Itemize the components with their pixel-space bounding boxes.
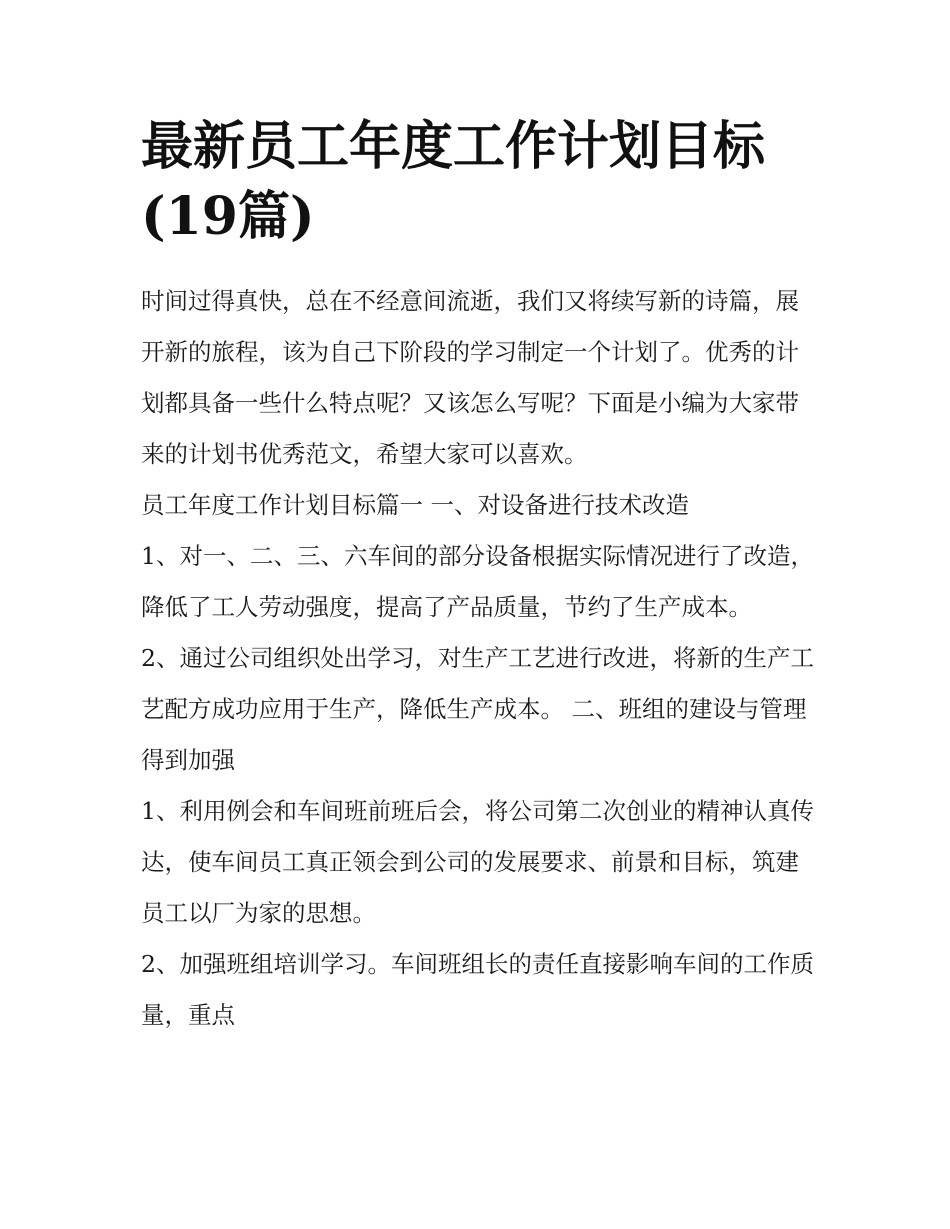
document-title: 最新员工年度工作计划目标(19篇): [141, 116, 766, 247]
paragraph-item-3: 1、利用例会和车间班前班后会，将公司第二次创业的精神认真传达，使车间员工真正领会到公司的发展要求、前景和目标，筑建员工以厂为家的思想。: [141, 797, 814, 927]
paragraph-intro: 时间过得真快，总在不经意间流逝，我们又将续写新的诗篇，展开新的旅程，该为自己下阶段的学习制定一个计划了。优秀的计划都具备一些什么特点呢？又该怎么写呢？下面是小编为大家带来的计划书优秀范文，希望大家可以喜欢。: [141, 287, 799, 468]
paragraph-item-1: 1、对一、二、三、六车间的部分设备根据实际情况进行了改造，降低了工人劳动强度，提高了产品质量，节约了生产成本。: [141, 542, 814, 621]
paragraph-item-2: 2、通过公司组织处出学习，对生产工艺进行改进，将新的生产工艺配方成功应用于生产，降低生产成本。 二、班组的建设与管理得到加强: [141, 644, 814, 774]
document-body: [141, 276, 816, 1041]
paragraph-section-heading: 员工年度工作计划目标篇一 一、对设备进行技术改造: [141, 491, 689, 519]
paragraph-item-4: 2、加强班组培训学习。车间班组长的责任直接影响车间的工作质量，重点: [141, 950, 814, 1029]
